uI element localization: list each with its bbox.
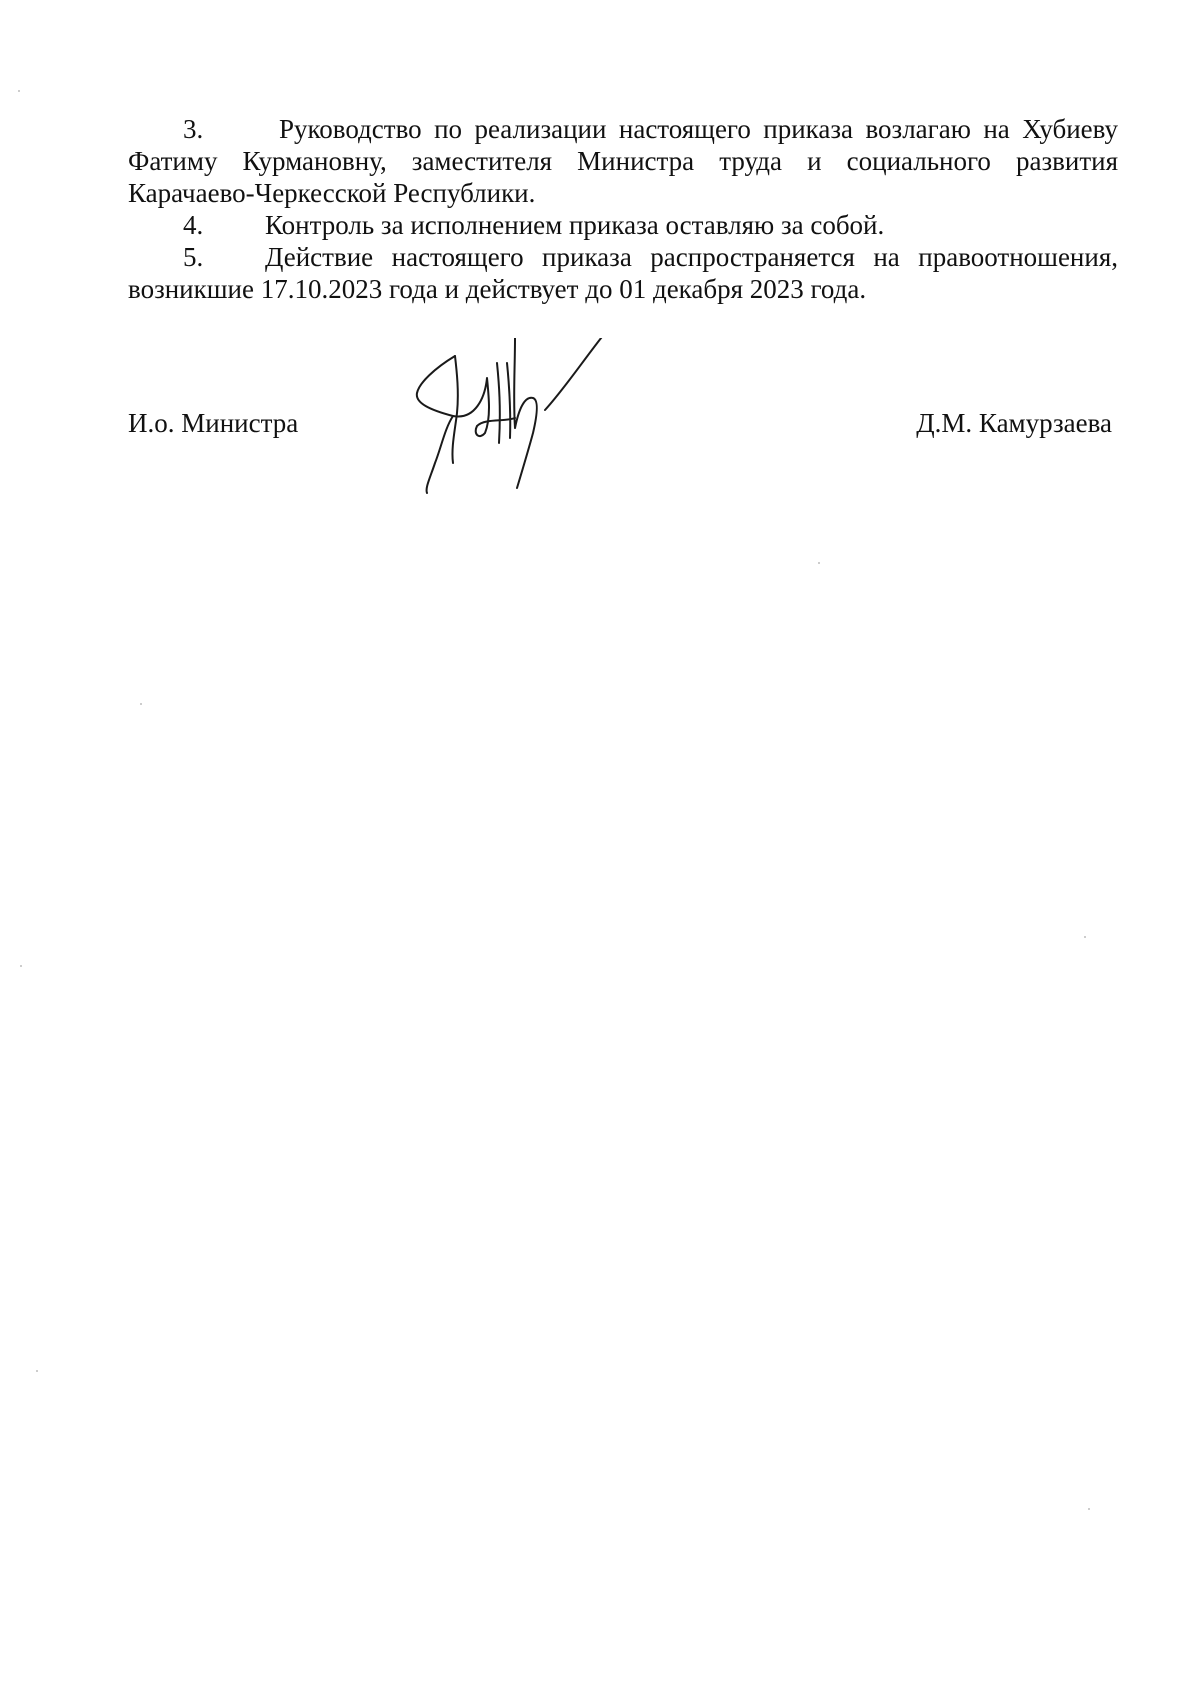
scan-speck <box>140 703 142 705</box>
paragraph-number: 3. <box>183 114 204 144</box>
scan-speck <box>1088 1508 1090 1510</box>
paragraph-text: Руководство по реализации настоящего приказа возлагаю на Хубиеву Фатиму Курмановну, заместителя Министра труда и социального развития Карачаево-Черкесской Республики. <box>128 114 1118 208</box>
paragraph-number: 5. <box>183 242 204 272</box>
signature-stroke <box>452 356 457 463</box>
paragraph-5 <box>128 241 1118 305</box>
signature-stroke <box>497 363 500 443</box>
paragraph-4 <box>128 209 1118 241</box>
paragraph-3 <box>128 113 1118 209</box>
handwritten-signature <box>415 338 655 498</box>
document-body <box>128 113 1118 305</box>
scan-speck <box>18 90 20 92</box>
signatory-title: И.о. Министра <box>128 408 299 438</box>
paragraph-text: Действие настоящего приказа распространяется на правоотношения, возникшие 17.10.2023 года и действует до 01 декабря 2023 года. <box>128 242 1118 304</box>
scan-speck <box>1084 936 1086 938</box>
signature-stroke <box>514 338 537 488</box>
paragraph-number: 4. <box>183 210 204 240</box>
signature-stroke <box>417 356 455 493</box>
scan-speck <box>818 562 820 564</box>
paragraph-text: Контроль за исполнением приказа оставляю за собой. <box>265 210 885 240</box>
signature-stroke <box>453 378 515 436</box>
signatory-name: Д.М. Камурзаева <box>916 408 1112 438</box>
scan-speck <box>20 965 22 967</box>
scan-speck <box>36 1370 38 1372</box>
signature-stroke <box>545 338 605 410</box>
signature-stroke <box>507 363 510 438</box>
